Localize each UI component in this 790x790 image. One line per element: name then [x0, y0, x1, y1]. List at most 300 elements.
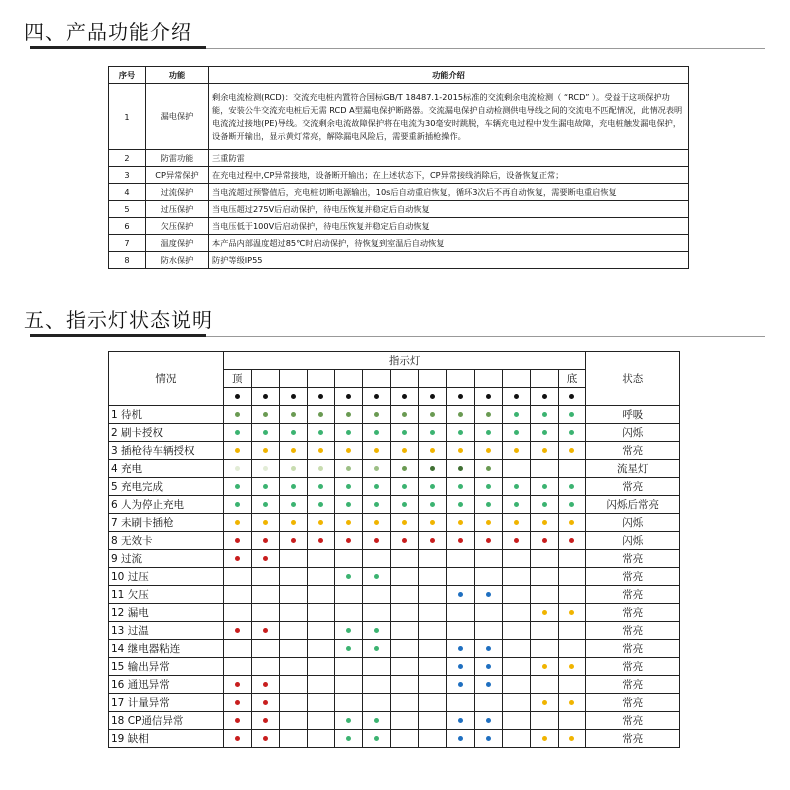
- led-cell: [530, 442, 558, 460]
- led-dot: [318, 502, 323, 507]
- led-cell: [446, 496, 474, 514]
- led-cell: [335, 730, 363, 748]
- led-cell: [391, 622, 419, 640]
- led-cell: [502, 730, 530, 748]
- led-cell: [530, 604, 558, 622]
- led-cell: [223, 694, 251, 712]
- led-cell: [419, 640, 447, 658]
- header-situation: 情况: [109, 352, 224, 406]
- led-dot: [263, 700, 268, 705]
- led-dot: [402, 538, 407, 543]
- led-dot: [514, 520, 519, 525]
- led-dot: [402, 466, 407, 471]
- led-cell: [363, 550, 391, 568]
- led-dot: [263, 412, 268, 417]
- led-cell: [391, 442, 419, 460]
- led-cell: [251, 730, 279, 748]
- led-dot: [514, 448, 519, 453]
- led-cell: [223, 586, 251, 604]
- led-cell: [530, 568, 558, 586]
- led-cell: [307, 676, 335, 694]
- led-dot: [569, 736, 574, 741]
- led-dot: [263, 682, 268, 687]
- row-no: 1: [109, 84, 146, 150]
- led-cell: [223, 658, 251, 676]
- indicator-row: [109, 568, 680, 586]
- led-cell: [558, 406, 586, 424]
- led-dot: [291, 502, 296, 507]
- indicator-row: [109, 496, 680, 514]
- indicator-led-header: [474, 388, 502, 406]
- led-dot: [542, 736, 547, 741]
- led-cell: [391, 406, 419, 424]
- led-cell: [502, 694, 530, 712]
- led-cell: [446, 568, 474, 586]
- row-no: 4: [109, 184, 146, 201]
- led-dot: [430, 484, 435, 489]
- header-function: 功能: [146, 67, 209, 84]
- led-dot: [235, 430, 240, 435]
- row-function: 防水保护: [146, 252, 209, 269]
- led-cell: [251, 442, 279, 460]
- led-cell: [474, 568, 502, 586]
- row-status: 闪烁后常亮: [586, 496, 680, 514]
- led-cell: [530, 424, 558, 442]
- row-function: 防雷功能: [146, 150, 209, 167]
- indicator-led-header: [530, 388, 558, 406]
- led-cell: [530, 694, 558, 712]
- row-status: 常亮: [586, 604, 680, 622]
- led-cell: [419, 442, 447, 460]
- row-situation: 15 输出异常: [109, 658, 224, 676]
- led-dot: [569, 502, 574, 507]
- led-dot: [346, 502, 351, 507]
- row-function: 温度保护: [146, 235, 209, 252]
- led-dot: [374, 628, 379, 633]
- led-cell: [335, 424, 363, 442]
- row-situation: 4 充电: [109, 460, 224, 478]
- led-dot: [514, 412, 519, 417]
- led-dot: [235, 466, 240, 471]
- led-cell: [474, 460, 502, 478]
- led-dot: [235, 682, 240, 687]
- led-dot: [374, 646, 379, 651]
- row-situation: 1 待机: [109, 406, 224, 424]
- row-status: 常亮: [586, 658, 680, 676]
- label-cell: [391, 370, 419, 388]
- indicator-header-row-1: [109, 352, 680, 370]
- function-row: [109, 167, 689, 184]
- led-cell: [307, 496, 335, 514]
- section4-rule-accent: [30, 46, 206, 49]
- indicator-led-header: [558, 388, 586, 406]
- led-cell: [530, 496, 558, 514]
- led-cell: [223, 460, 251, 478]
- led-cell: [419, 694, 447, 712]
- indicator-led-header: [335, 388, 363, 406]
- led-cell: [223, 730, 251, 748]
- led-dot: [542, 412, 547, 417]
- led-cell: [335, 496, 363, 514]
- row-situation: 17 计量异常: [109, 694, 224, 712]
- led-cell: [502, 532, 530, 550]
- led-cell: [251, 640, 279, 658]
- led-dot: [486, 430, 491, 435]
- led-cell: [474, 676, 502, 694]
- indicator-led-header: [223, 388, 251, 406]
- led-cell: [335, 442, 363, 460]
- led-cell: [502, 478, 530, 496]
- led-dot: [569, 700, 574, 705]
- led-cell: [419, 586, 447, 604]
- led-cell: [474, 694, 502, 712]
- indicator-row: [109, 622, 680, 640]
- led-cell: [279, 712, 307, 730]
- led-dot: [514, 430, 519, 435]
- led-cell: [502, 712, 530, 730]
- led-cell: [279, 622, 307, 640]
- row-situation: 11 欠压: [109, 586, 224, 604]
- led-cell: [558, 658, 586, 676]
- led-dot: [235, 520, 240, 525]
- led-dot: [542, 484, 547, 489]
- led-dot: [569, 664, 574, 669]
- indicator-led-header: [251, 388, 279, 406]
- led-cell: [502, 550, 530, 568]
- led-cell: [307, 424, 335, 442]
- led-dot: [374, 448, 379, 453]
- led-dot: [346, 718, 351, 723]
- led-cell: [251, 622, 279, 640]
- row-description: 防护等级IP55: [209, 252, 689, 269]
- led-dot: [458, 466, 463, 471]
- led-cell: [391, 514, 419, 532]
- led-cell: [279, 442, 307, 460]
- indicator-led-header: [446, 388, 474, 406]
- row-description: 当电压超过275V后启动保护，待电压恢复并稳定后自动恢复: [209, 201, 689, 218]
- led-cell: [251, 406, 279, 424]
- led-dot: [402, 412, 407, 417]
- row-description: 当电流超过预警值后，充电桩切断电源输出，10s后自动重启恢复，循环3次后不再自动恢复，需要断电重启恢复: [209, 184, 689, 201]
- led-cell: [474, 550, 502, 568]
- row-function: CP异常保护: [146, 167, 209, 184]
- led-cell: [502, 424, 530, 442]
- led-cell: [307, 568, 335, 586]
- row-situation: 8 无效卡: [109, 532, 224, 550]
- led-dot: [514, 502, 519, 507]
- led-dot: [318, 412, 323, 417]
- led-cell: [446, 550, 474, 568]
- led-dot: [291, 466, 296, 471]
- led-cell: [307, 622, 335, 640]
- led-cell: [335, 514, 363, 532]
- led-cell: [223, 442, 251, 460]
- led-dot: [235, 484, 240, 489]
- led-cell: [530, 730, 558, 748]
- indicator-row: [109, 658, 680, 676]
- row-function: 过压保护: [146, 201, 209, 218]
- led-cell: [223, 550, 251, 568]
- led-dot: [374, 466, 379, 471]
- led-cell: [419, 730, 447, 748]
- header-status: 状态: [586, 352, 680, 406]
- row-status: 常亮: [586, 442, 680, 460]
- led-dot: [486, 520, 491, 525]
- led-cell: [446, 460, 474, 478]
- led-cell: [251, 676, 279, 694]
- led-cell: [446, 604, 474, 622]
- row-function: 漏电保护: [146, 84, 209, 150]
- led-cell: [279, 568, 307, 586]
- led-dot: [486, 592, 491, 597]
- led-cell: [307, 514, 335, 532]
- led-cell: [251, 496, 279, 514]
- led-cell: [223, 676, 251, 694]
- led-cell: [502, 658, 530, 676]
- led-cell: [419, 622, 447, 640]
- led-cell: [279, 424, 307, 442]
- led-cell: [530, 460, 558, 478]
- led-cell: [502, 514, 530, 532]
- led-cell: [558, 532, 586, 550]
- indicator-led-header: [363, 388, 391, 406]
- led-dot: [458, 718, 463, 723]
- led-cell: [391, 424, 419, 442]
- led-cell: [419, 496, 447, 514]
- led-dot: [486, 484, 491, 489]
- led-cell: [307, 478, 335, 496]
- function-table-header: [109, 67, 689, 84]
- led-dot: [318, 448, 323, 453]
- led-dot: [346, 520, 351, 525]
- led-dot: [430, 430, 435, 435]
- led-cell: [363, 496, 391, 514]
- indicator-led-header: [419, 388, 447, 406]
- led-cell: [530, 550, 558, 568]
- led-dot: [486, 412, 491, 417]
- led-cell: [279, 460, 307, 478]
- label-cell: [530, 370, 558, 388]
- indicator-led-header: [502, 388, 530, 406]
- header-indicator: 指示灯: [223, 352, 586, 370]
- led-dot: [263, 736, 268, 741]
- led-cell: [391, 568, 419, 586]
- row-status: 常亮: [586, 586, 680, 604]
- led-cell: [251, 568, 279, 586]
- led-cell: [279, 406, 307, 424]
- row-situation: 19 缺相: [109, 730, 224, 748]
- led-cell: [307, 550, 335, 568]
- led-cell: [419, 712, 447, 730]
- row-situation: 18 CP通信异常: [109, 712, 224, 730]
- row-situation: 16 通迅异常: [109, 676, 224, 694]
- led-cell: [419, 406, 447, 424]
- led-dot: [291, 430, 296, 435]
- indicator-row: [109, 550, 680, 568]
- led-dot: [430, 412, 435, 417]
- led-cell: [446, 514, 474, 532]
- row-status: 呼吸: [586, 406, 680, 424]
- led-cell: [474, 658, 502, 676]
- led-dot: [318, 520, 323, 525]
- led-cell: [502, 442, 530, 460]
- label-cell: [279, 370, 307, 388]
- led-dot: [542, 394, 547, 399]
- row-no: 6: [109, 218, 146, 235]
- led-dot: [318, 484, 323, 489]
- led-cell: [474, 442, 502, 460]
- label-cell: [474, 370, 502, 388]
- led-cell: [363, 424, 391, 442]
- led-dot: [486, 502, 491, 507]
- led-dot: [374, 718, 379, 723]
- row-status: 常亮: [586, 622, 680, 640]
- led-dot: [402, 394, 407, 399]
- label-cell: [419, 370, 447, 388]
- label-cell: [502, 370, 530, 388]
- led-cell: [446, 658, 474, 676]
- led-cell: [419, 514, 447, 532]
- led-cell: [502, 676, 530, 694]
- led-cell: [530, 406, 558, 424]
- label-cell: [251, 370, 279, 388]
- label-bottom: 底: [558, 370, 586, 388]
- led-cell: [279, 730, 307, 748]
- led-dot: [263, 520, 268, 525]
- led-cell: [223, 424, 251, 442]
- led-cell: [474, 712, 502, 730]
- led-dot: [263, 628, 268, 633]
- led-dot: [263, 484, 268, 489]
- led-cell: [502, 460, 530, 478]
- function-row: [109, 84, 689, 150]
- led-cell: [419, 676, 447, 694]
- row-function: 过流保护: [146, 184, 209, 201]
- led-cell: [223, 568, 251, 586]
- row-no: 3: [109, 167, 146, 184]
- led-cell: [419, 532, 447, 550]
- led-cell: [530, 532, 558, 550]
- led-cell: [391, 640, 419, 658]
- led-cell: [446, 406, 474, 424]
- indicator-row: [109, 694, 680, 712]
- led-dot: [430, 538, 435, 543]
- led-cell: [391, 694, 419, 712]
- row-no: 2: [109, 150, 146, 167]
- section5-title: 五、指示灯状态说明: [24, 308, 213, 332]
- led-cell: [251, 658, 279, 676]
- led-cell: [307, 442, 335, 460]
- led-dot: [291, 538, 296, 543]
- header-description: 功能介绍: [209, 67, 689, 84]
- led-dot: [235, 718, 240, 723]
- indicator-row: [109, 586, 680, 604]
- led-cell: [279, 586, 307, 604]
- row-status: 闪烁: [586, 514, 680, 532]
- led-dot: [542, 520, 547, 525]
- function-table: [108, 66, 689, 269]
- led-dot: [430, 502, 435, 507]
- row-status: 常亮: [586, 640, 680, 658]
- row-situation: 9 过流: [109, 550, 224, 568]
- led-cell: [530, 640, 558, 658]
- led-cell: [558, 496, 586, 514]
- led-cell: [307, 532, 335, 550]
- led-cell: [223, 496, 251, 514]
- led-cell: [474, 496, 502, 514]
- led-cell: [474, 640, 502, 658]
- led-dot: [374, 484, 379, 489]
- led-cell: [279, 676, 307, 694]
- led-cell: [502, 622, 530, 640]
- led-dot: [542, 700, 547, 705]
- led-cell: [363, 460, 391, 478]
- led-cell: [502, 604, 530, 622]
- row-status: 常亮: [586, 694, 680, 712]
- led-cell: [307, 586, 335, 604]
- led-cell: [307, 640, 335, 658]
- led-dot: [514, 394, 519, 399]
- led-cell: [474, 406, 502, 424]
- function-row: [109, 252, 689, 269]
- led-dot: [514, 538, 519, 543]
- led-dot: [458, 736, 463, 741]
- led-cell: [363, 640, 391, 658]
- led-cell: [419, 424, 447, 442]
- led-cell: [307, 694, 335, 712]
- led-cell: [502, 586, 530, 604]
- led-cell: [335, 532, 363, 550]
- led-cell: [363, 676, 391, 694]
- label-cell: [307, 370, 335, 388]
- led-dot: [346, 484, 351, 489]
- led-cell: [363, 622, 391, 640]
- led-cell: [363, 568, 391, 586]
- row-function: 欠压保护: [146, 218, 209, 235]
- led-dot: [458, 448, 463, 453]
- led-dot: [235, 412, 240, 417]
- indicator-row: [109, 406, 680, 424]
- led-cell: [419, 478, 447, 496]
- led-dot: [263, 430, 268, 435]
- led-dot: [569, 520, 574, 525]
- led-cell: [558, 568, 586, 586]
- led-cell: [363, 442, 391, 460]
- led-cell: [419, 550, 447, 568]
- led-cell: [307, 712, 335, 730]
- led-cell: [558, 712, 586, 730]
- led-dot: [486, 394, 491, 399]
- led-dot: [235, 736, 240, 741]
- led-dot: [374, 520, 379, 525]
- led-cell: [530, 676, 558, 694]
- led-cell: [363, 514, 391, 532]
- indicator-row: [109, 640, 680, 658]
- led-cell: [419, 658, 447, 676]
- led-cell: [446, 730, 474, 748]
- led-dot: [346, 736, 351, 741]
- led-cell: [251, 694, 279, 712]
- led-dot: [542, 448, 547, 453]
- indicator-row: [109, 532, 680, 550]
- led-cell: [391, 460, 419, 478]
- led-dot: [235, 538, 240, 543]
- led-cell: [558, 604, 586, 622]
- led-cell: [446, 712, 474, 730]
- led-cell: [558, 622, 586, 640]
- led-dot: [346, 574, 351, 579]
- indicator-led-header: [391, 388, 419, 406]
